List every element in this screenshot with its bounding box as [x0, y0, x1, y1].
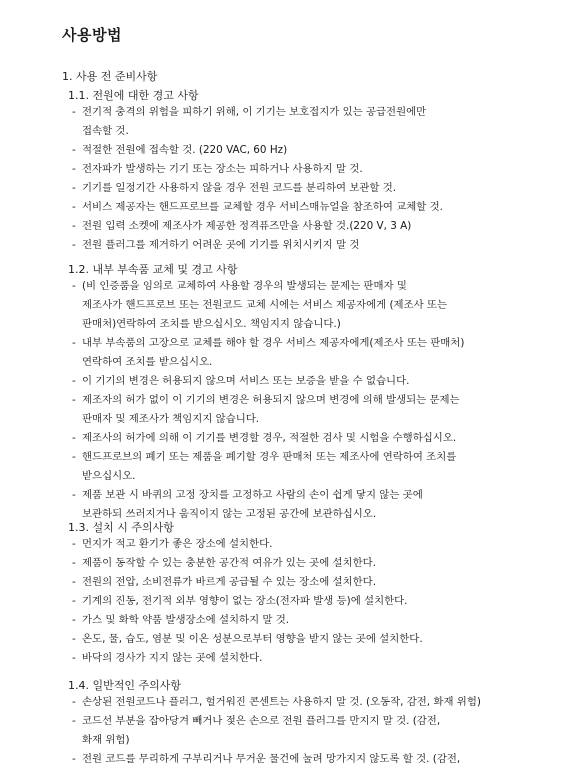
- section-1-4-list: [0, 693, 581, 769]
- list-item-text: 코드선 부분을 잡아당겨 빼거나 젖은 손으로 전원 플러그를 만지지 말 것. (감전,: [82, 715, 441, 727]
- list-item-text: 이 기기의 변경은 허용되지 않으며 서비스 또는 보증을 받을 수 없습니다.: [82, 375, 410, 387]
- list-item-text: 제조자의 허가 없이 이 기기의 변경은 허용되지 않으며 변경에 의해 발생되는 문제는: [82, 394, 460, 406]
- list-item: [0, 236, 537, 255]
- bullet-dash: -: [72, 201, 76, 213]
- section-1-heading: 1. 사용 전 준비사항: [62, 70, 158, 83]
- bullet-dash: -: [72, 163, 76, 175]
- list-item-text: 화재 위험): [82, 734, 130, 746]
- bullet-dash: -: [72, 432, 76, 444]
- list-item-text: 제품 보관 시 바퀴의 고정 장치를 고정하고 사람의 손이 쉽게 닿지 않는 곳에: [82, 489, 423, 501]
- list-item-text: 기기를 일정기간 사용하지 않을 경우 전원 코드를 분리하여 보관할 것.: [82, 182, 397, 194]
- list-item: [0, 592, 537, 611]
- list-item-text: 기계의 진동, 전기적 외부 영향이 없는 장소(전자파 발생 등)에 설치한다.: [82, 595, 408, 607]
- list-item-text: 서비스 제공자는 핸드프로브를 교체할 경우 서비스매뉴얼을 참조하여 교체할 것.: [82, 201, 443, 213]
- section-1-4-heading: 1.4. 일반적인 주의사항: [68, 679, 181, 692]
- list-item-text: 전원 코드를 무리하게 구부리거나 무거운 물건에 눌려 망가지지 않도록 할 것. (감전,: [82, 753, 461, 765]
- list-item: [0, 630, 537, 649]
- section-1-2-heading: 1.2. 내부 부속품 교체 및 경고 사항: [68, 263, 238, 276]
- bullet-dash: -: [72, 633, 76, 645]
- bullet-dash: -: [72, 595, 76, 607]
- bullet-dash: -: [72, 696, 76, 708]
- list-item-text: 적절한 전원에 접속할 것. (220 VAC, 60 Hz): [82, 144, 288, 156]
- list-item-text: 핸드프로브의 폐기 또는 제품을 폐기할 경우 판매처 또는 제조사에 연락하여 조치를: [82, 451, 457, 463]
- list-item: [0, 372, 537, 391]
- list-item-text: 가스 및 화학 약품 발생장소에 설치하지 말 것.: [82, 614, 290, 626]
- list-item-text: 제품이 동작할 수 있는 충분한 공간적 여유가 있는 곳에 설치한다.: [82, 557, 376, 569]
- list-item: [0, 554, 537, 573]
- list-item-text: 제조사의 허가에 의해 이 기기를 변경할 경우, 적절한 검사 및 시험을 수행하십시오.: [82, 432, 457, 444]
- bullet-dash: -: [72, 144, 76, 156]
- list-item-text: 내부 부속품의 고장으로 교체를 해야 할 경우 서비스 제공자에게(제조사 또는 판매처): [82, 337, 465, 349]
- bullet-dash: -: [72, 451, 76, 463]
- list-item-text: 판매처)연락하여 조치를 받으십시오. 책임지지 않습니다.): [82, 318, 341, 330]
- list-item: [0, 611, 537, 630]
- list-item-text: 전원 입력 소켓에 제조사가 제공한 정격퓨즈만을 사용할 것.(220 V, 3 A): [82, 220, 412, 232]
- list-item: [0, 649, 537, 668]
- list-item-text: 바닥의 경사가 지지 않는 곳에 설치한다.: [82, 652, 263, 664]
- list-item: [0, 429, 537, 448]
- list-item-text: 제조사가 핸드프로브 또는 전원코드 교체 시에는 서비스 제공자에게 (제조사 또는: [82, 299, 448, 311]
- list-item-text: 전기적 충격의 위험을 피하기 위해, 이 기기는 보호접지가 있는 공급전원에만: [82, 106, 427, 118]
- list-item-text: 전원 플러그를 제거하기 어려운 곳에 기기를 위치시키지 말 것: [82, 239, 360, 251]
- section-1-1-list: [0, 103, 581, 255]
- bullet-dash: -: [72, 182, 76, 194]
- bullet-dash: -: [72, 220, 76, 232]
- list-item: [0, 712, 537, 750]
- bullet-dash: -: [72, 239, 76, 251]
- list-item: [0, 217, 537, 236]
- list-item-text: 먼지가 적고 환기가 좋은 장소에 설치한다.: [82, 538, 273, 550]
- list-item: [0, 391, 537, 429]
- list-item: [0, 334, 537, 372]
- list-item-text: 접속할 것.: [82, 125, 129, 137]
- list-item: [0, 535, 537, 554]
- bullet-dash: -: [72, 753, 76, 765]
- bullet-dash: -: [72, 375, 76, 387]
- bullet-dash: -: [72, 337, 76, 349]
- bullet-dash: -: [72, 106, 76, 118]
- bullet-dash: -: [72, 576, 76, 588]
- list-item-text: 판매자 및 제조사가 책임지지 않습니다.: [82, 413, 260, 425]
- list-item: [0, 448, 537, 486]
- list-item: [0, 198, 537, 217]
- bullet-dash: -: [72, 557, 76, 569]
- list-item: [0, 750, 537, 769]
- list-item-text: (비 인증품을 임의로 교체하여 사용할 경우의 발생되는 문제는 판매자 및: [82, 280, 407, 292]
- section-1-1-heading: 1.1. 전원에 대한 경고 사항: [68, 89, 199, 102]
- list-item-text: 전자파가 발생하는 기기 또는 장소는 피하거나 사용하지 말 것.: [82, 163, 363, 175]
- bullet-dash: -: [72, 715, 76, 727]
- bullet-dash: -: [72, 394, 76, 406]
- list-item: [0, 693, 537, 712]
- section-1-3-list: [0, 535, 581, 668]
- list-item-text: 온도, 물, 습도, 염분 및 이온 성분으로부터 영향을 받지 않는 곳에 설치한다.: [82, 633, 423, 645]
- list-item-text: 받으십시오.: [82, 470, 136, 482]
- list-item-text: 손상된 전원코드나 플러그, 헐거워진 콘센트는 사용하지 말 것. (오동작, 감전, 화재 위험): [82, 696, 481, 708]
- bullet-dash: -: [72, 652, 76, 664]
- bullet-dash: -: [72, 280, 76, 292]
- page-title: 사용방법: [62, 26, 122, 44]
- bullet-dash: -: [72, 614, 76, 626]
- section-1-3-heading: 1.3. 설치 시 주의사항: [68, 521, 174, 534]
- list-item: [0, 573, 537, 592]
- section-1-2-list: [0, 277, 581, 524]
- bullet-dash: -: [72, 489, 76, 501]
- list-item: [0, 103, 537, 141]
- list-item-text: 보관하되 쓰러지거나 움직이지 않는 고정된 공간에 보관하십시오.: [82, 508, 377, 520]
- bullet-dash: -: [72, 538, 76, 550]
- list-item-text: 전원의 전압, 소비전류가 바르게 공급될 수 있는 장소에 설치한다.: [82, 576, 376, 588]
- list-item-text: 연락하여 조치를 받으십시오.: [82, 356, 213, 368]
